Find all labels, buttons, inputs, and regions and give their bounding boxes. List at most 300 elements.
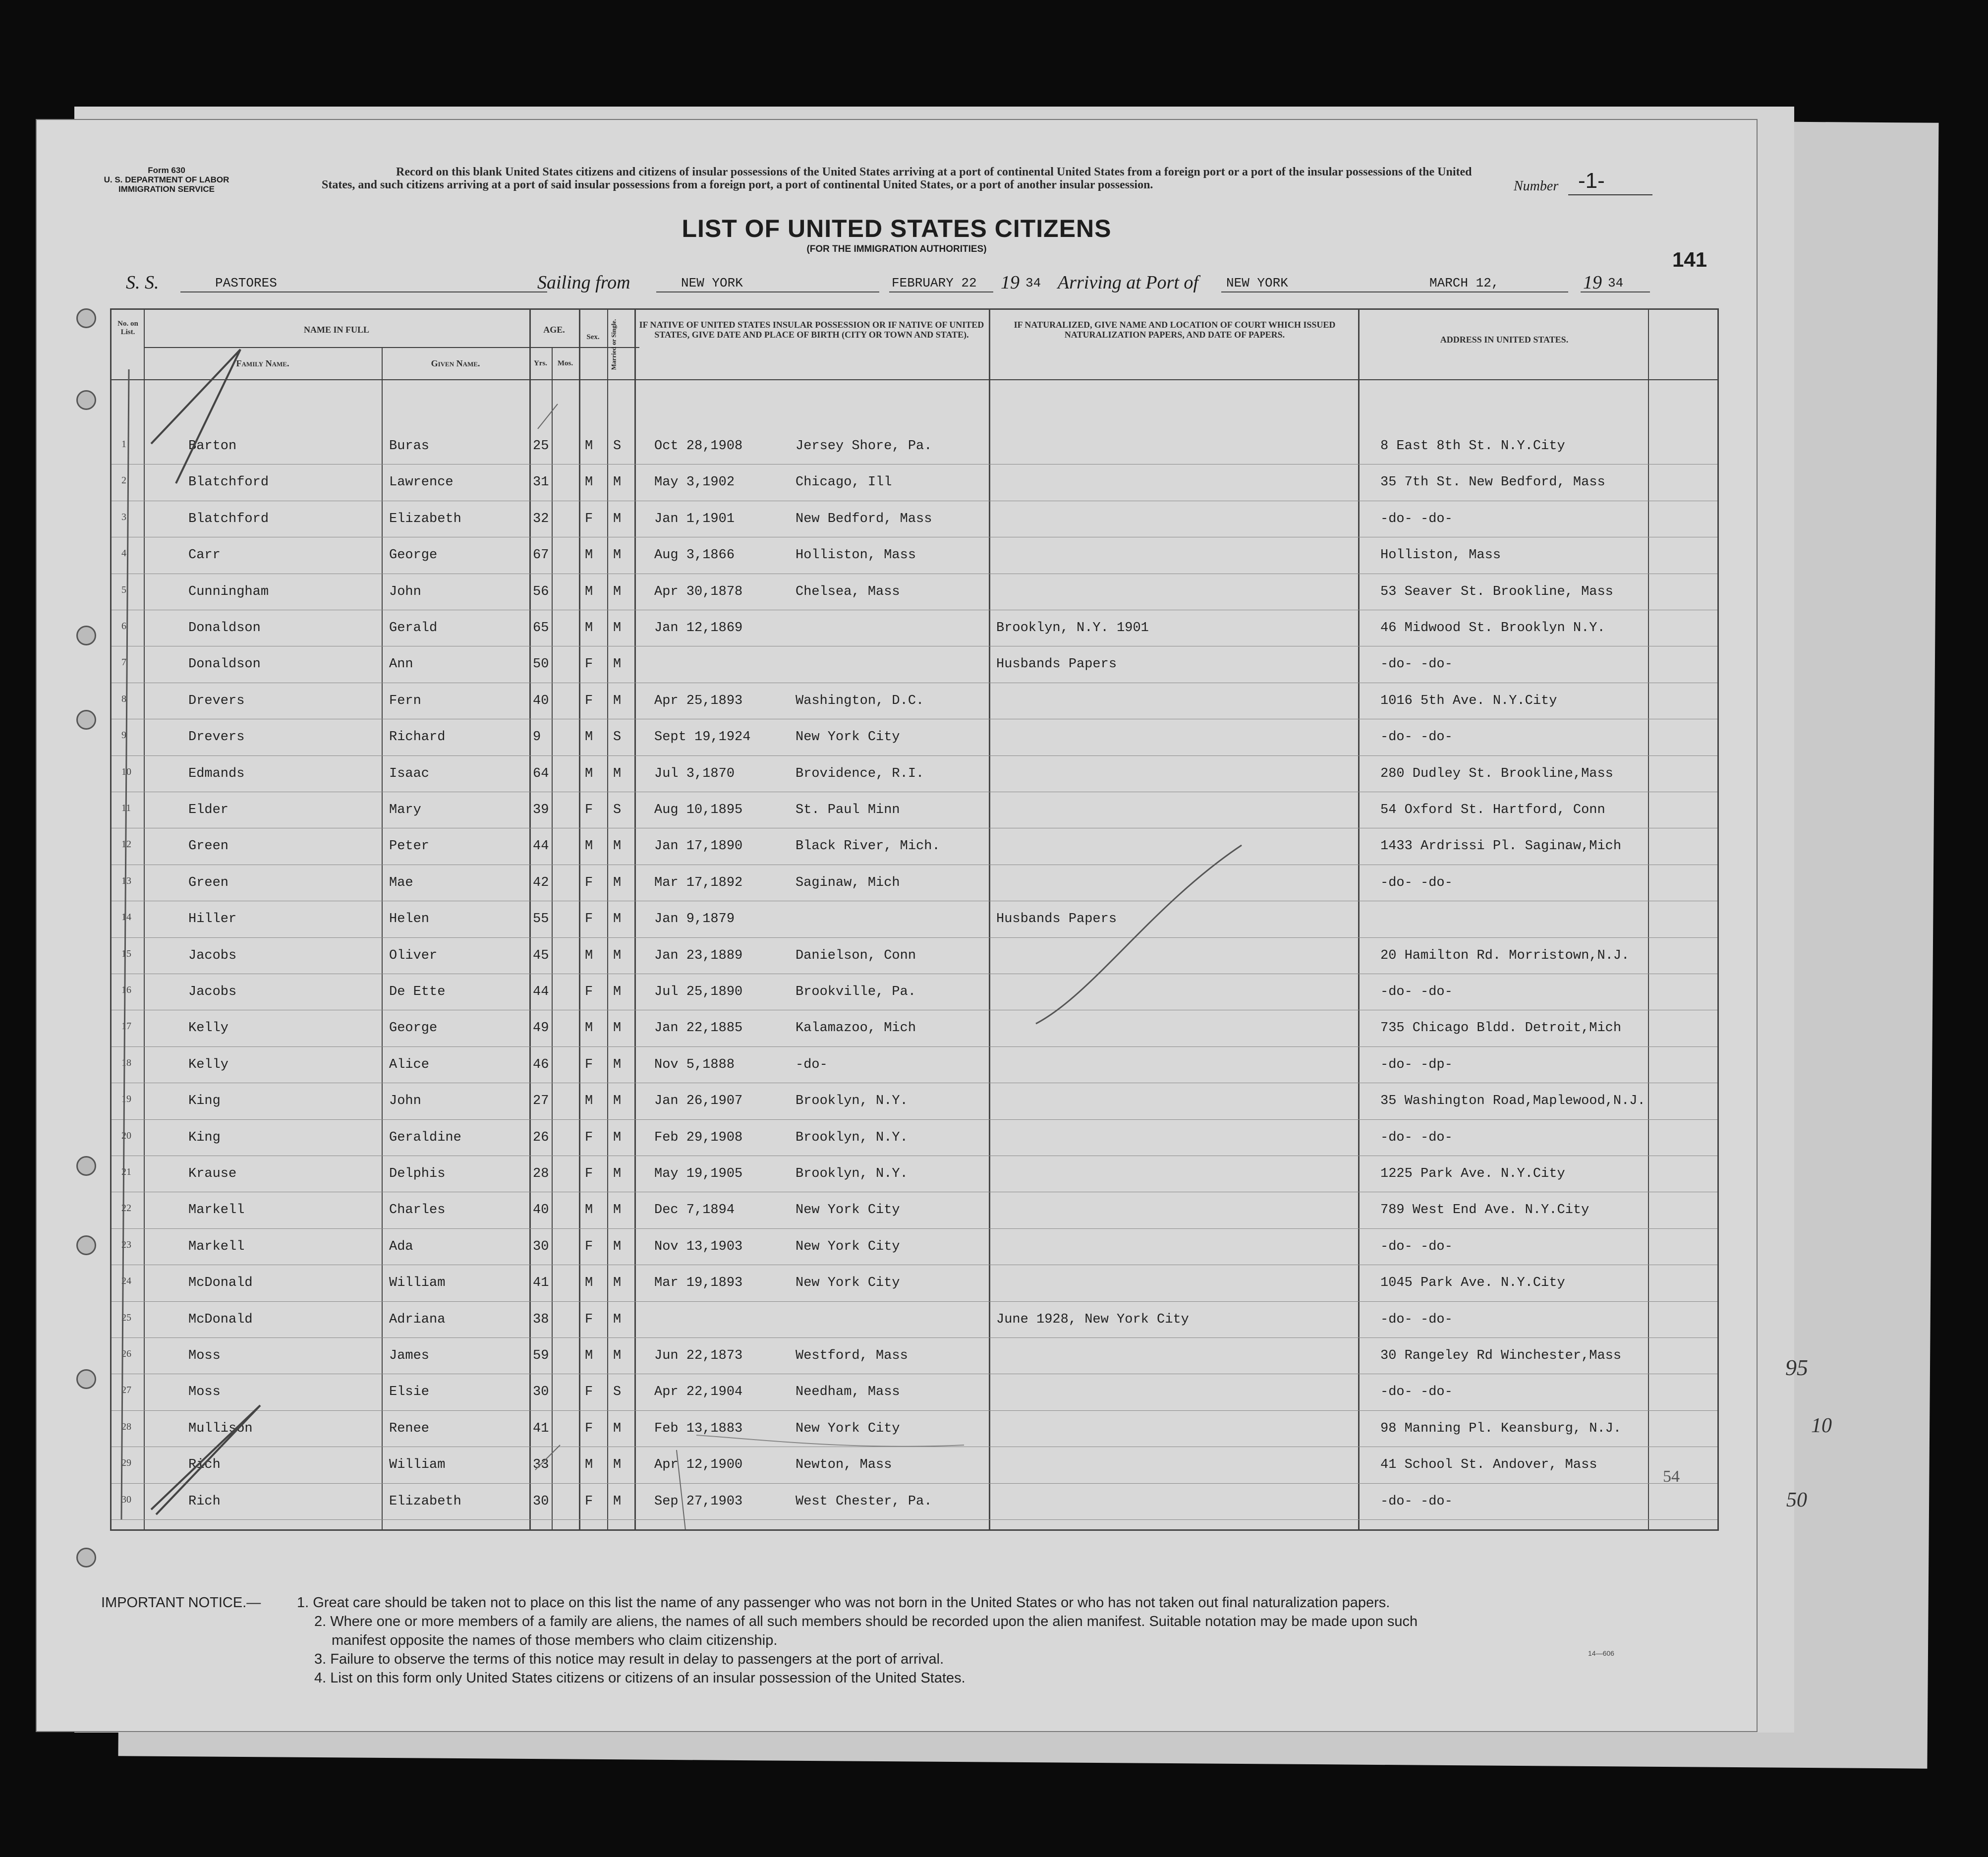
row-number: 20 <box>121 1130 131 1141</box>
age-years: 65 <box>533 621 549 636</box>
birth-place: Kalamazoo, Mich <box>795 1021 916 1036</box>
row-number: 21 <box>121 1166 131 1177</box>
address: 53 Seaver St. Brookline, Mass <box>1380 584 1613 599</box>
sex: M <box>585 1094 593 1109</box>
sex: F <box>585 803 593 817</box>
age-years: 56 <box>533 584 549 599</box>
birth-date: Sept 19,1924 <box>654 730 751 745</box>
age-years: 44 <box>533 985 549 999</box>
given-name: John <box>389 1094 421 1109</box>
family-name: King <box>188 1130 221 1145</box>
marital-status: S <box>613 803 622 817</box>
row-number: 26 <box>121 1348 131 1359</box>
birth-date: Feb 13,1883 <box>654 1421 743 1436</box>
birth-place: Newton, Mass <box>795 1457 892 1473</box>
row-number: 13 <box>121 875 131 886</box>
address: -do- -dp- <box>1380 1057 1453 1072</box>
given-name: Charles <box>389 1203 446 1218</box>
address: 54 Oxford St. Hartford, Conn <box>1380 803 1605 817</box>
sex: M <box>585 621 593 636</box>
sex: F <box>585 1166 593 1181</box>
given-name: Renee <box>389 1421 430 1436</box>
sailing-port: NEW YORK <box>681 276 743 290</box>
address: 35 Washington Road,Maplewood,N.J. <box>1380 1094 1646 1109</box>
family-name: Edmands <box>188 766 245 781</box>
age-years: 50 <box>533 657 549 672</box>
address: -do- -do- <box>1380 1385 1453 1400</box>
given-name: Lawrence <box>389 475 454 490</box>
row-number: 27 <box>121 1385 131 1396</box>
marital-status: M <box>613 875 622 890</box>
family-name: Blatchford <box>188 511 269 526</box>
marital-status: S <box>613 730 622 745</box>
sex: M <box>585 1021 593 1036</box>
row-number: 4 <box>121 548 126 559</box>
row-number: 6 <box>121 621 126 632</box>
given-name: Oliver <box>389 948 438 963</box>
sex: F <box>585 511 593 526</box>
marital-status: M <box>613 766 622 781</box>
sex: M <box>585 475 593 490</box>
birth-place: Chelsea, Mass <box>795 584 900 599</box>
row-number: 5 <box>121 584 126 595</box>
birth-date: May 3,1902 <box>654 475 735 490</box>
sex: M <box>585 948 593 963</box>
ss-label: S. S. <box>126 272 159 293</box>
address: -do- -do- <box>1380 985 1453 999</box>
birth-date: Jan 1,1901 <box>654 511 735 526</box>
marital-status: M <box>613 1057 622 1072</box>
age-years: 38 <box>533 1312 549 1327</box>
notice-item-3: 3. Failure to observe the terms of this notice may result in delay to passengers at the port of arrival. <box>314 1651 944 1667</box>
family-name: Kelly <box>188 1057 229 1072</box>
address: 1225 Park Ave. N.Y.City <box>1380 1166 1565 1181</box>
family-name: Carr <box>188 548 221 563</box>
marital-status: S <box>613 439 622 454</box>
birth-place: New York City <box>795 1421 900 1436</box>
address: 30 Rangeley Rd Winchester,Mass <box>1380 1348 1622 1363</box>
marital-status: M <box>613 1348 622 1363</box>
row-number: 9 <box>121 730 126 741</box>
binding-hole <box>76 1548 96 1567</box>
ship-name: PASTORES <box>215 276 277 290</box>
marital-status: M <box>613 1457 622 1473</box>
marital-status: M <box>613 1494 622 1509</box>
address: -do- -do- <box>1380 1239 1453 1254</box>
family-name: Moss <box>188 1348 221 1363</box>
birth-date: Jan 17,1890 <box>654 839 743 854</box>
family-name: Kelly <box>188 1021 229 1036</box>
arriving-label: Arriving at Port of <box>1058 272 1198 293</box>
birth-place: Westford, Mass <box>795 1348 908 1363</box>
given-name: Buras <box>389 439 430 454</box>
sex: M <box>585 439 593 454</box>
header-mos: Mos. <box>557 359 573 367</box>
given-name: Helen <box>389 912 430 927</box>
age-years: 64 <box>533 766 549 781</box>
form-number: Form 630 <box>148 166 185 175</box>
family-name: Drevers <box>188 730 245 745</box>
binding-hole <box>76 1369 96 1389</box>
row-number: 14 <box>121 912 131 923</box>
birth-date: Apr 25,1893 <box>654 693 743 708</box>
marital-status: M <box>613 948 622 963</box>
header-age: AGE. <box>543 325 565 335</box>
row-number: 1 <box>121 439 126 450</box>
marital-status: M <box>613 475 622 490</box>
age-years: 33 <box>533 1457 549 1473</box>
age-years: 31 <box>533 475 549 490</box>
birth-place: Jersey Shore, Pa. <box>795 439 932 454</box>
family-name: Barton <box>188 439 237 454</box>
sex: M <box>585 730 593 745</box>
sex: M <box>585 839 593 854</box>
page-number: 141 <box>1672 248 1707 271</box>
marital-status: M <box>613 548 622 563</box>
marital-status: M <box>613 985 622 999</box>
binding-hole <box>76 710 96 730</box>
row-number: 11 <box>121 803 131 813</box>
arrival-year: 34 <box>1608 276 1624 290</box>
sailing-year: 34 <box>1025 276 1041 290</box>
marital-status: S <box>613 1385 622 1400</box>
family-name: Krause <box>188 1166 237 1181</box>
birth-date: Jul 3,1870 <box>654 766 735 781</box>
page-title: LIST OF UNITED STATES CITIZENS <box>682 215 1112 242</box>
service: IMMIGRATION SERVICE <box>118 184 215 194</box>
given-name: Fern <box>389 693 421 708</box>
sex: M <box>585 548 593 563</box>
marital-status: M <box>613 912 622 927</box>
given-name: Ann <box>389 657 413 672</box>
birth-date: Aug 10,1895 <box>654 803 743 817</box>
birth-date: Jan 26,1907 <box>654 1094 743 1109</box>
row-number: 23 <box>121 1239 131 1250</box>
address: Holliston, Mass <box>1380 548 1501 563</box>
age-years: 45 <box>533 948 549 963</box>
birth-place: -do- <box>795 1057 828 1072</box>
header-yrs: Yrs. <box>533 359 548 367</box>
birth-date: May 19,1905 <box>654 1166 743 1181</box>
given-name: De Ette <box>389 985 446 999</box>
arrival-date: MARCH 12, <box>1429 276 1499 290</box>
arrival-year-underline <box>1581 291 1650 292</box>
header-given-name: Given Name. <box>431 358 480 368</box>
sex: F <box>585 1130 593 1145</box>
pencil-annotations <box>112 310 1717 1529</box>
given-name: Gerald <box>389 621 438 636</box>
address: 1016 5th Ave. N.Y.City <box>1380 693 1557 708</box>
arrival-port: NEW YORK <box>1226 276 1288 290</box>
row-number: 7 <box>121 657 126 668</box>
family-name: Jacobs <box>188 948 237 963</box>
birth-date: Apr 22,1904 <box>654 1385 743 1400</box>
birth-place: Brookville, Pa. <box>795 985 916 999</box>
family-name: Jacobs <box>188 985 237 999</box>
notice-item-4: 4. List on this form only United States citizens or citizens of an insular possession of the United States. <box>314 1670 966 1686</box>
header-family-name: Family Name. <box>236 358 289 368</box>
family-name: Hiller <box>188 912 237 927</box>
birth-place: Saginaw, Mich <box>795 875 900 890</box>
binding-hole <box>76 390 96 410</box>
birth-date: Jan 12,1869 <box>654 621 743 636</box>
family-name: Blatchford <box>188 475 269 490</box>
birth-place: New York City <box>795 1276 900 1291</box>
age-years: 32 <box>533 511 549 526</box>
row-number: 30 <box>121 1494 131 1505</box>
sex: M <box>585 1203 593 1218</box>
sailing-year-prefix: 19 <box>1001 272 1020 293</box>
age-years: 25 <box>533 439 549 454</box>
age-years: 41 <box>533 1421 549 1436</box>
given-name: Adriana <box>389 1312 446 1327</box>
row-number: 8 <box>121 693 126 704</box>
given-name: Elizabeth <box>389 511 461 526</box>
binding-hole <box>76 1156 96 1176</box>
family-name: Moss <box>188 1385 221 1400</box>
marital-status: M <box>613 1094 622 1109</box>
arrival-port-underline <box>1221 291 1568 292</box>
marital-status: M <box>613 1239 622 1254</box>
address: -do- -do- <box>1380 730 1453 745</box>
marital-status: M <box>613 1203 622 1218</box>
row-number: 19 <box>121 1094 131 1105</box>
address: 46 Midwood St. Brooklyn N.Y. <box>1380 621 1605 636</box>
age-years: 40 <box>533 1203 549 1218</box>
print-code: 14—606 <box>1588 1649 1614 1657</box>
notice-item-1: 1. Great care should be taken not to place on this list the name of any passenger who was not born in the United States or who has not taken out final naturalization papers. <box>297 1595 1390 1611</box>
age-years: 42 <box>533 875 549 890</box>
birth-date: Nov 5,1888 <box>654 1057 735 1072</box>
family-name: Cunningham <box>188 584 269 599</box>
given-name: George <box>389 1021 438 1036</box>
age-years: 9 <box>533 730 541 745</box>
marital-status: M <box>613 1166 622 1181</box>
form-id-block <box>102 166 231 194</box>
sailing-date-underline <box>889 291 993 292</box>
marital-status: M <box>613 1312 622 1327</box>
birth-date: Jan 9,1879 <box>654 912 735 927</box>
address: -do- -do- <box>1380 1312 1453 1327</box>
binding-hole <box>76 626 96 645</box>
birth-place: Danielson, Conn <box>795 948 916 963</box>
address: 20 Hamilton Rd. Morristown,N.J. <box>1380 948 1630 963</box>
age-years: 41 <box>533 1276 549 1291</box>
sex: M <box>585 584 593 599</box>
age-years: 46 <box>533 1057 549 1072</box>
age-years: 40 <box>533 693 549 708</box>
family-name: Rich <box>188 1494 221 1509</box>
birth-place: Washington, D.C. <box>795 693 924 708</box>
given-name: William <box>389 1276 446 1291</box>
naturalization: Husbands Papers <box>996 912 1117 927</box>
arrival-year-prefix: 19 <box>1583 272 1602 293</box>
given-name: Elizabeth <box>389 1494 461 1509</box>
sex: F <box>585 1057 593 1072</box>
important-notice <box>101 1593 1737 1687</box>
address: -do- -do- <box>1380 1494 1453 1509</box>
sailing-date: FEBRUARY 22 <box>892 276 977 290</box>
sex: F <box>585 912 593 927</box>
header-birth: IF NATIVE OF UNITED STATES INSULAR POSSESSION OR IF NATIVE OF UNITED STATES, GIVE DATE AND PLACE OF BIRTH (CITY OR TOWN AND STATE). <box>639 320 984 340</box>
birth-place: Black River, Mich. <box>795 839 940 854</box>
row-number: 10 <box>121 766 131 777</box>
notice-item-2b: manifest opposite the names of those members who claim citizenship. <box>332 1632 778 1648</box>
birth-place: Brooklyn, N.Y. <box>795 1130 908 1145</box>
age-years: 39 <box>533 803 549 817</box>
age-years: 28 <box>533 1166 549 1181</box>
given-name: Delphis <box>389 1166 446 1181</box>
naturalization: Husbands Papers <box>996 657 1117 672</box>
birth-place: New Bedford, Mass <box>795 511 932 526</box>
notice-lead: IMPORTANT NOTICE.— <box>101 1595 261 1611</box>
family-name: McDonald <box>188 1276 253 1291</box>
voyage-line <box>126 269 1702 298</box>
birth-place: Brovidence, R.I. <box>795 766 924 781</box>
sex: F <box>585 1421 593 1436</box>
row-number: 3 <box>121 511 126 522</box>
address: 789 West End Ave. N.Y.City <box>1380 1203 1590 1218</box>
sex: F <box>585 985 593 999</box>
age-years: 30 <box>533 1239 549 1254</box>
birth-date: Apr 30,1878 <box>654 584 743 599</box>
given-name: Richard <box>389 730 446 745</box>
age-years: 49 <box>533 1021 549 1036</box>
sex: F <box>585 1312 593 1327</box>
address: 280 Dudley St. Brookline,Mass <box>1380 766 1613 781</box>
row-number: 17 <box>121 1021 131 1032</box>
row-number: 28 <box>121 1421 131 1432</box>
manifest-sheet <box>36 119 1832 1732</box>
birth-place: New York City <box>795 1239 900 1254</box>
address: 35 7th St. New Bedford, Mass <box>1380 475 1605 490</box>
row-number: 22 <box>121 1203 131 1214</box>
given-name: Isaac <box>389 766 430 781</box>
marital-status: M <box>613 657 622 672</box>
address: 8 East 8th St. N.Y.City <box>1380 439 1565 454</box>
sex: M <box>585 1457 593 1473</box>
number-label: Number <box>1514 178 1559 194</box>
family-name: Drevers <box>188 693 245 708</box>
header-no: No. on List. <box>117 320 138 336</box>
margin-mark: 95 <box>1785 1355 1808 1380</box>
birth-date: Jun 22,1873 <box>654 1348 743 1363</box>
margin-mark: 50 <box>1786 1489 1807 1511</box>
given-name: John <box>389 584 421 599</box>
header-sex: Sex. <box>586 333 600 341</box>
header-married: Married or Single. <box>610 319 618 370</box>
given-name: Elsie <box>389 1385 430 1400</box>
given-name: Peter <box>389 839 430 854</box>
address: -do- -do- <box>1380 875 1453 890</box>
birth-place: New York City <box>795 730 900 745</box>
marital-status: M <box>613 1130 622 1145</box>
row-number: 15 <box>121 948 131 959</box>
birth-place: West Chester, Pa. <box>795 1494 932 1509</box>
given-name: George <box>389 548 438 563</box>
row-number: 2 <box>121 475 126 486</box>
margin-mark: 10 <box>1811 1414 1832 1437</box>
passenger-table <box>110 308 1719 1531</box>
given-name: Mary <box>389 803 421 817</box>
given-name: William <box>389 1457 446 1473</box>
header-address: ADDRESS IN UNITED STATES. <box>1440 335 1569 345</box>
marital-status: M <box>613 621 622 636</box>
marital-status: M <box>613 584 622 599</box>
marital-status: M <box>613 693 622 708</box>
birth-date: Apr 12,1900 <box>654 1457 743 1473</box>
sailing-label: Sailing from <box>537 272 630 293</box>
naturalization: June 1928, New York City <box>996 1312 1189 1327</box>
age-years: 27 <box>533 1094 549 1109</box>
marital-status: M <box>613 1276 622 1291</box>
address: -do- -do- <box>1380 1130 1453 1145</box>
age-years: 67 <box>533 548 549 563</box>
family-name: Markell <box>188 1203 245 1218</box>
notice-item-2a: 2. Where one or more members of a family are aliens, the names of all such members should be recorded upon the alien manifest. Suitable notation may be made upon such <box>314 1614 1418 1629</box>
address: 41 School St. Andover, Mass <box>1380 1457 1597 1473</box>
birth-place: Holliston, Mass <box>795 548 916 563</box>
number-value: -1- <box>1578 169 1605 193</box>
sex: F <box>585 1385 593 1400</box>
sex: M <box>585 766 593 781</box>
birth-date: Oct 28,1908 <box>654 439 743 454</box>
family-name: Donaldson <box>188 657 261 672</box>
birth-date: Mar 19,1893 <box>654 1276 743 1291</box>
family-name: Rich <box>188 1457 221 1473</box>
age-years: 44 <box>533 839 549 854</box>
given-name: Alice <box>389 1057 430 1072</box>
age-years: 59 <box>533 1348 549 1363</box>
birth-date: Dec 7,1894 <box>654 1203 735 1218</box>
age-years: 30 <box>533 1494 549 1509</box>
birth-date: Mar 17,1892 <box>654 875 743 890</box>
given-name: Geraldine <box>389 1130 461 1145</box>
birth-date: Jan 22,1885 <box>654 1021 743 1036</box>
marital-status: M <box>613 511 622 526</box>
marital-status: M <box>613 1021 622 1036</box>
family-name: Mullison <box>188 1421 253 1436</box>
address: -do- -do- <box>1380 657 1453 672</box>
birth-date: Aug 3,1866 <box>654 548 735 563</box>
address: -do- -do- <box>1380 511 1453 526</box>
birth-place: Needham, Mass <box>795 1385 900 1400</box>
page-subtitle: (FOR THE IMMIGRATION AUTHORITIES) <box>806 244 987 254</box>
row-number: 16 <box>121 985 131 995</box>
sex: F <box>585 875 593 890</box>
ship-underline <box>180 291 547 292</box>
footer-total: 54 <box>1663 1467 1680 1486</box>
birth-place: Chicago, Ill <box>795 475 892 490</box>
header-naturalized: IF NATURALIZED, GIVE NAME AND LOCATION OF COURT WHICH ISSUED NATURALIZATION PAPERS, AND DATE OF PAPERS. <box>1014 320 1336 340</box>
birth-place: Brooklyn, N.Y. <box>795 1094 908 1109</box>
age-years: 30 <box>533 1385 549 1400</box>
sex: F <box>585 693 593 708</box>
family-name: Markell <box>188 1239 245 1254</box>
sex: F <box>585 657 593 672</box>
birth-date: Jul 25,1890 <box>654 985 743 999</box>
form-instructions: Record on this blank United States citizens and citizens of insular possessions of the United States arriving at a port of continental United States from a foreign port or a port of the insular possessions of the United States, and such citizens arriving at a port of said insular possessions from a foreign port, a port of continental United States, or a port of another insular possession. <box>322 166 1472 191</box>
family-name: Elder <box>188 803 229 817</box>
birth-date: Jan 23,1889 <box>654 948 743 963</box>
birth-date: Feb 29,1908 <box>654 1130 743 1145</box>
sex: F <box>585 1494 593 1509</box>
row-number: 29 <box>121 1457 131 1469</box>
sex: M <box>585 1276 593 1291</box>
naturalization: Brooklyn, N.Y. 1901 <box>996 621 1149 636</box>
row-number: 24 <box>121 1276 131 1287</box>
family-name: Green <box>188 875 229 890</box>
